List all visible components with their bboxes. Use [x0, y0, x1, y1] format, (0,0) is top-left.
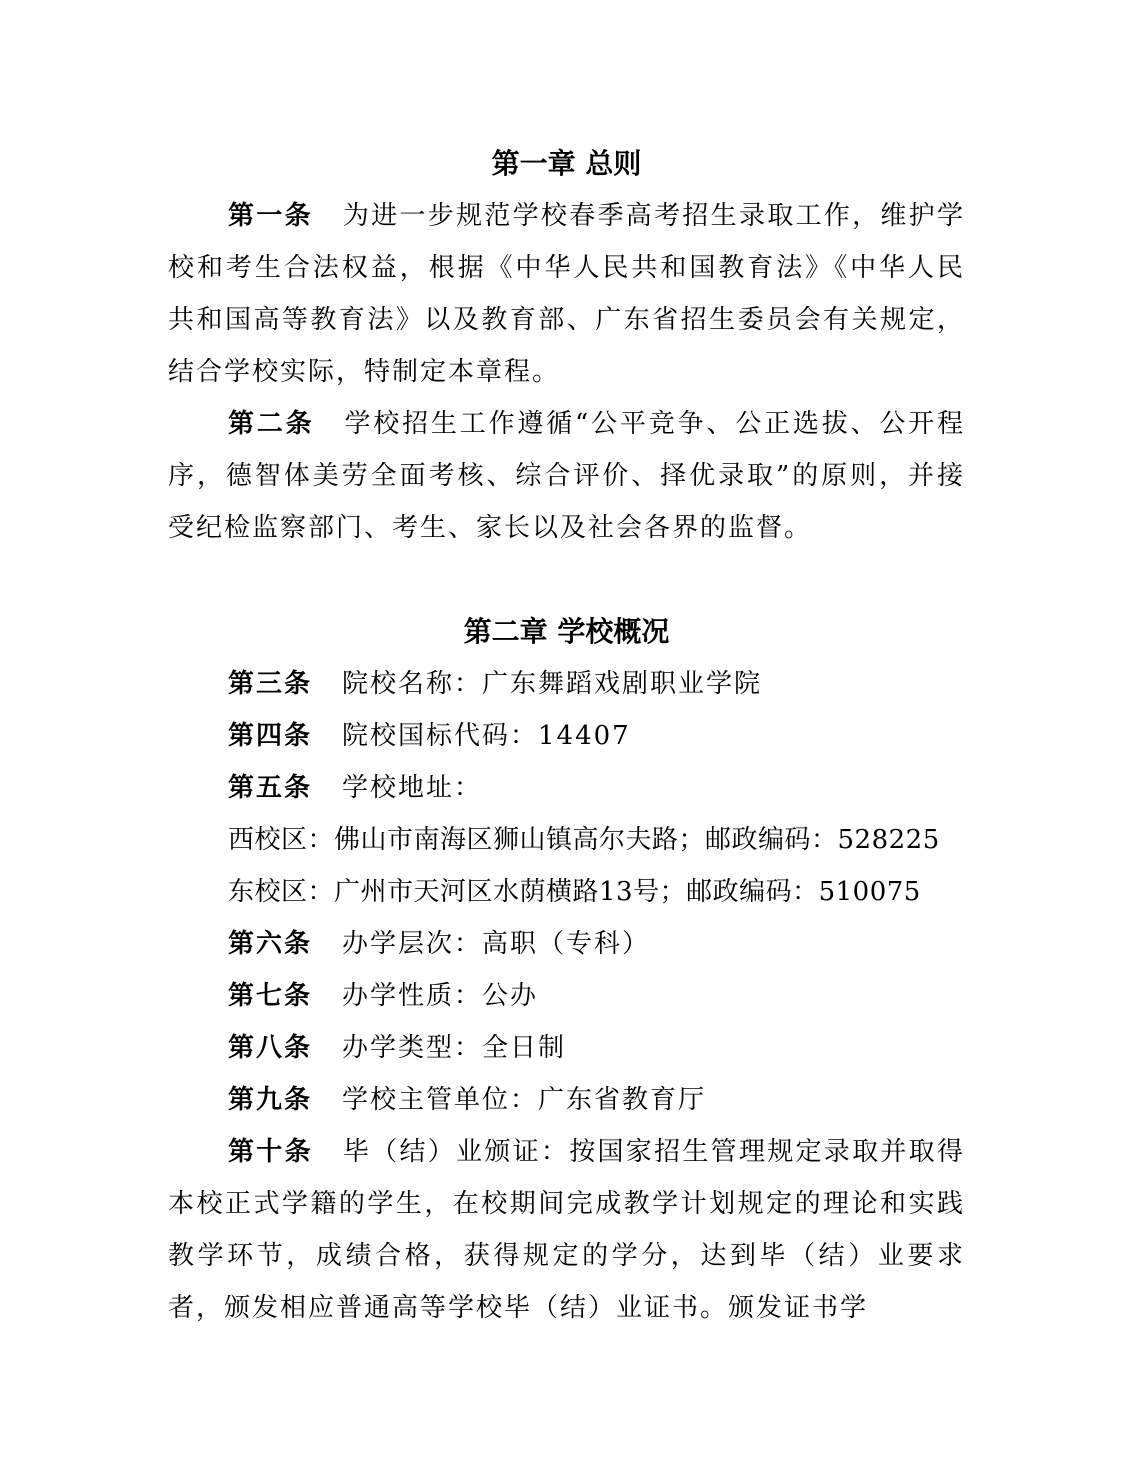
article-7 — [168, 970, 965, 1022]
article-2 — [168, 398, 965, 554]
campus-east-address: 东校区：广州市天河区水荫横路13号；邮政编码：510075 — [228, 877, 921, 907]
article-4-text: 院校国标代码：14407 — [342, 721, 631, 751]
article-8-text: 办学类型：全日制 — [342, 1033, 567, 1063]
article-7-text: 办学性质：公办 — [342, 981, 539, 1011]
article-5 — [168, 762, 965, 814]
article-9-text: 学校主管单位：广东省教育厅 — [342, 1085, 707, 1115]
article-9 — [168, 1074, 965, 1126]
article-10 — [168, 1126, 965, 1334]
article-1-label: 第一条 — [228, 201, 313, 231]
article-9-label: 第九条 — [228, 1085, 313, 1115]
article-4-label: 第四条 — [228, 721, 313, 751]
article-1-text: 为进一步规范学校春季高考招生录取工作，维护学校和考生合法权益，根据《中华人民共和国教育法》《中华人民共和国高等教育法》以及教育部、广东省招生委员会有关规定，结合学校实际，特制定本章程。 — [168, 201, 965, 387]
article-10-label: 第十条 — [228, 1137, 313, 1167]
article-2-text: 学校招生工作遵循“公平竞争、公正选拔、公开程序，德智体美劳全面考核、综合评价、择优录取”的原则，并接受纪检监察部门、考生、家长以及社会各界的监督。 — [168, 409, 965, 543]
article-8 — [168, 1022, 965, 1074]
chapter-2-title: 第二章 学校概况 — [463, 615, 670, 648]
article-7-label: 第七条 — [228, 981, 313, 1011]
article-6-text: 办学层次：高职（专科） — [342, 929, 651, 959]
article-2-label: 第二条 — [228, 409, 315, 439]
article-3 — [168, 658, 965, 710]
article-6 — [168, 918, 965, 970]
article-5-text: 学校地址： — [342, 773, 483, 803]
article-4 — [168, 710, 965, 762]
campus-west-address: 西校区：佛山市南海区狮山镇高尔夫路；邮政编码：528225 — [228, 825, 940, 855]
article-8-label: 第八条 — [228, 1033, 313, 1063]
article-1 — [168, 190, 965, 398]
article-6-label: 第六条 — [228, 929, 313, 959]
chapter-1-title: 第一章 总则 — [491, 147, 642, 180]
article-5-label: 第五条 — [228, 773, 313, 803]
article-10-text: 毕（结）业颁证：按国家招生管理规定录取并取得本校正式学籍的学生，在校期间完成教学计划规定的理论和实践教学环节，成绩合格，获得规定的学分，达到毕（结）业要求者，颁发相应普通高等学校毕（结）业证书。颁发证书学 — [168, 1137, 965, 1323]
article-3-text: 院校名称：广东舞蹈戏剧职业学院 — [342, 669, 763, 699]
document-page — [168, 138, 965, 1334]
article-3-label: 第三条 — [228, 669, 313, 699]
